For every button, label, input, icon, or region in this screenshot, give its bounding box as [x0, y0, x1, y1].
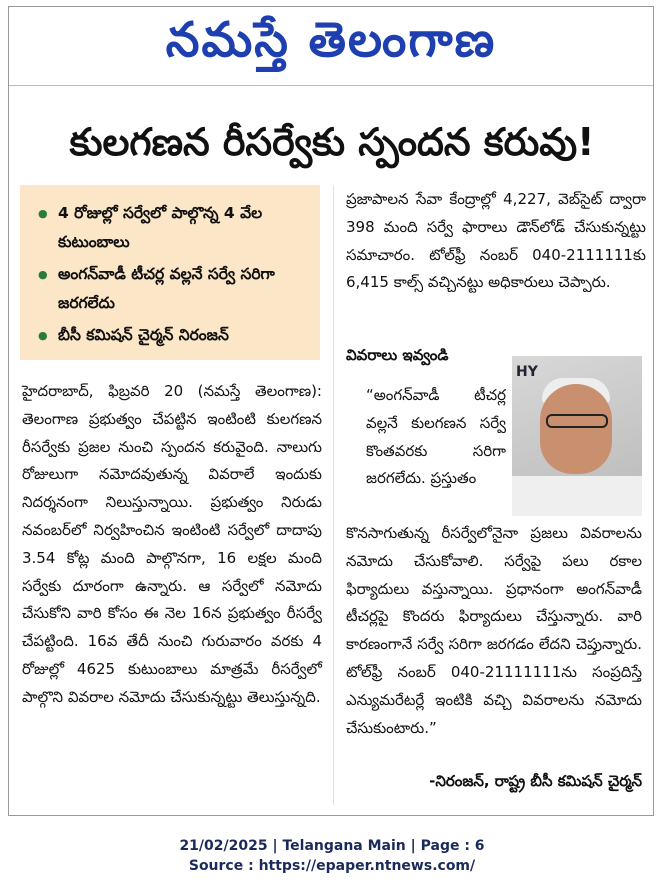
masthead: [9, 7, 653, 85]
article-right-column: [346, 186, 646, 297]
footer-date-page: 21/02/2025 | Telangana Main | Page : 6: [179, 838, 485, 854]
highlight-item: ● 4 రోజుల్లో సర్వేలో పాల్గొన్న 4 వేల కుటుంబాలు: [36, 199, 310, 257]
glasses: [546, 414, 608, 428]
quote-start: [366, 382, 506, 493]
masthead-rule: [9, 85, 653, 86]
article-left-column: [22, 378, 322, 712]
quote-continued: [346, 520, 642, 742]
subheading: వివరాలు ఇవ్వండి: [346, 346, 449, 364]
quote-text: కొనసాగుతున్న రీసర్వేలోనైనా ప్రజలు వివరాలను నమోదు చేసుకోవాలి. సర్వేపై పలు రకాల ఫిర్యాదులు వస్తున్నాయి. ప్రధానంగా అంగన్‌వాడీ టీచర్లపై కొందరు ఫిర్యాదులు చేస్తున్నారు. వారి కారణంగానే సర్వే సరిగా జరగడం లేదని చెప్తున్నారు. టోల్‌ఫ్రీ నంబర్ 040-21111111ను సంప్రదిస్తే ఎన్యుమరేటర్లే ఇంటికి వచ్చి వివరాలను నమోదు చేసుకుంటారు.”: [346, 524, 642, 737]
column-divider: [333, 185, 334, 805]
face: [540, 384, 612, 474]
portrait-photo: [512, 356, 642, 516]
masthead-title: నమస్తే తెలంగాణ: [165, 12, 497, 68]
photo-background-sign: HY: [516, 364, 538, 380]
article-headline: కులగణన రీసర్వేకు స్పందన కరువు!: [69, 120, 595, 164]
quote-text: “అంగన్‌వాడీ టీచర్ల వల్లనే కులగణన సర్వే కొంతవరకు సరిగా జరగలేదు. ప్రస్తుతం: [366, 386, 506, 488]
highlights-box: [20, 185, 320, 360]
footer-source: Source : https://epaper.ntnews.com/: [188, 858, 476, 874]
article-body-text: హైదరాబాద్, ఫిబ్రవరి 20 (నమస్తే తెలంగాణ): తెలంగాణ ప్రభుత్వం చేపట్టిన ఇంటింటి కులగణన రీసర్వేకు ప్రజల నుంచి స్పందన కరువైంది. నాలుగు రోజులుగా నమోదవుతున్న వివరాలే ఇందుకు నిదర్శనంగా నిలుస్తున్నాయి. ప్రభుత్వం నిరుడు నవంబర్‌లో నిర్వహించిన ఇంటింటి సర్వేలో దాదాపు 3.54 కోట్ల మంది పాల్గొనగా, 16 లక్షల మంది సర్వేకు దూరంగా ఉన్నారు. ఆ సర్వేలో నమోదు చేసుకోని వారి కోసం ఈ నెల 16న ప్రభుత్వం రీసర్వే చేపట్టింది. 16వ తేదీ నుంచి గురువారం వరకు 4 రోజుల్లో 4625 కుటుంబాలు మాత్రమే రీసర్వేలో పాల్గొని వివరాల నమోదు చేసుకున్నట్టు తెలుస్తున్నది.: [22, 382, 322, 706]
highlight-item: ● అంగన్‌వాడీ టీచర్ల వల్లనే సర్వే సరిగా జరగలేదు: [36, 260, 310, 318]
highlight-item: ● బీసీ కమిషన్ చైర్మన్ నిరంజన్: [36, 321, 310, 350]
article-body-text: ప్రజాపాలన సేవా కేంద్రాల్లో 4,227, వెబ్‌సైట్ ద్వారా 398 మంది సర్వే ఫారాలు డౌన్‌లోడ్ చేసుకున్నట్టు సమాచారం. టోల్‌ఫ్రీ నంబర్ 040-2111111కు 6,415 కాల్స్ వచ్చినట్టు అధికారులు చెప్పారు.: [346, 190, 646, 292]
quote-byline: -నిరంజన్, రాష్ట్ర బీసీ కమిషన్ చైర్మన్: [429, 772, 642, 790]
